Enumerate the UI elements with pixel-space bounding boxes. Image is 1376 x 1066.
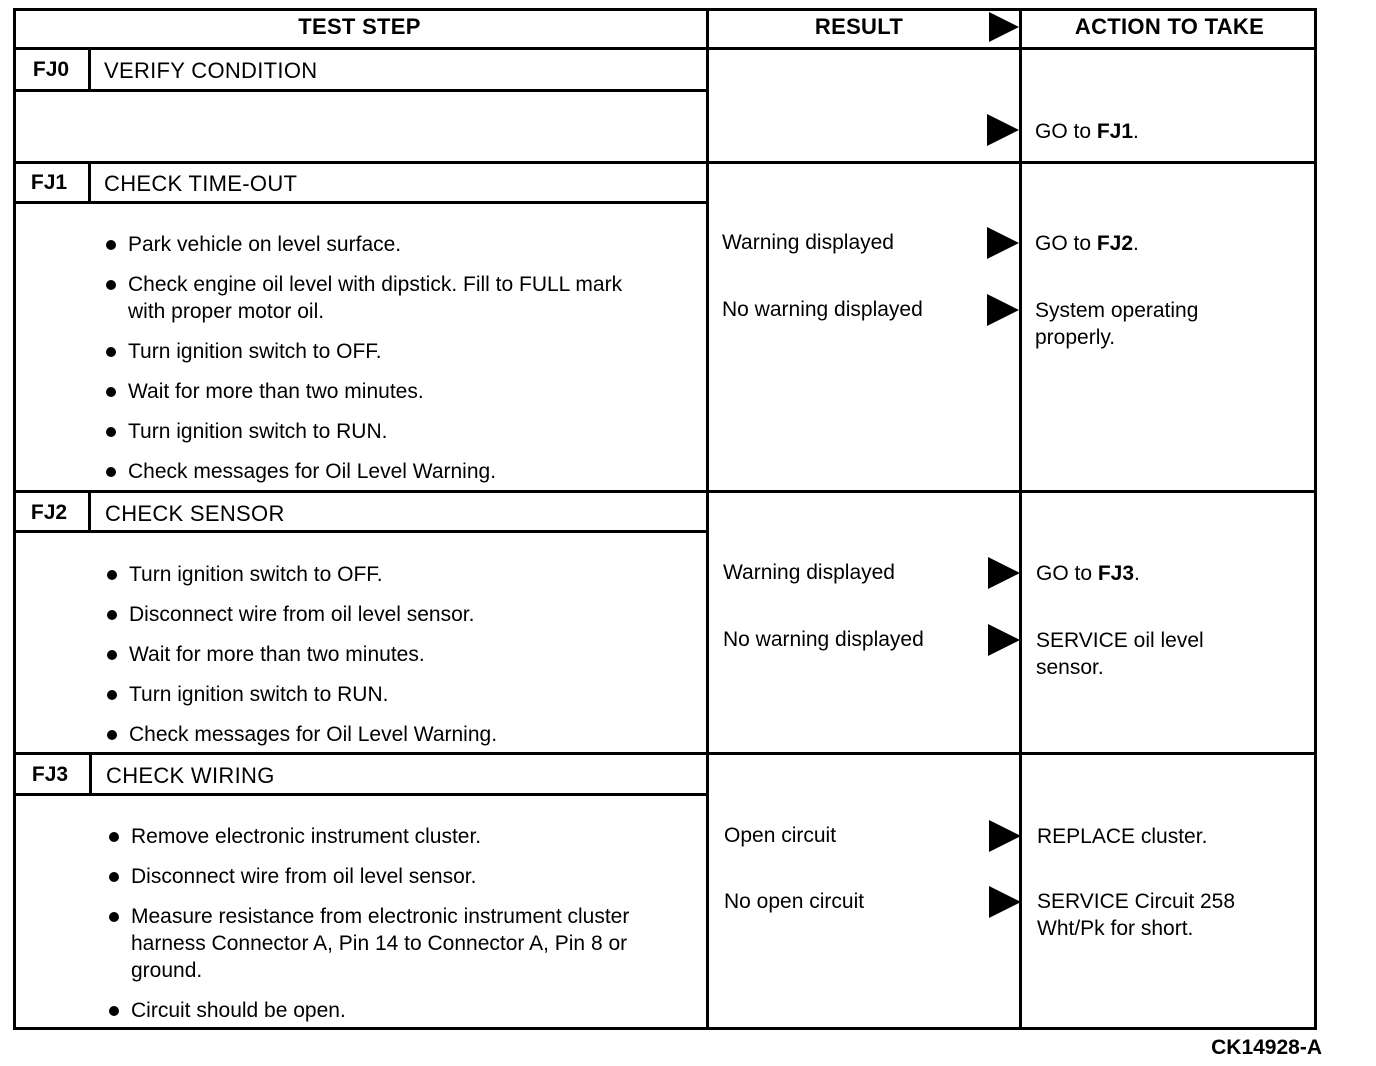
result-fj3-1: Open circuit	[724, 824, 837, 847]
step-id-fj3: FJ3	[31, 763, 69, 786]
arrow-icon	[989, 820, 1021, 852]
arrow-icon	[988, 624, 1020, 656]
step-id-fj1: FJ1	[30, 171, 68, 194]
bullet-list-fj2	[105, 561, 685, 761]
action-fj0-1: GO to FJ1.	[1035, 120, 1139, 143]
bullet-list-fj3	[107, 823, 697, 1037]
arrow-icon	[987, 227, 1019, 259]
header-arrow-icon	[989, 12, 1019, 42]
list-item: Remove electronic instrument cluster.	[107, 823, 697, 850]
list-item: Turn ignition switch to OFF.	[105, 561, 685, 588]
step-id-divider	[89, 754, 92, 794]
step-title-fj2: CHECK SENSOR	[105, 501, 285, 526]
list-item: Wait for more than two minutes.	[105, 641, 685, 668]
list-item: Check engine oil level with dipstick. Fill to FULL mark with proper motor oil.	[104, 271, 664, 325]
list-item: Disconnect wire from oil level sensor.	[105, 601, 685, 628]
row-divider	[13, 752, 1317, 755]
action-fj3-2: SERVICE Circuit 258 Wht/Pk for short.	[1037, 890, 1236, 940]
result-fj1-2: No warning displayed	[722, 298, 923, 321]
bullet-list-fj1	[104, 231, 664, 498]
list-item: Turn ignition switch to RUN.	[105, 681, 685, 708]
list-item: Disconnect wire from oil level sensor.	[107, 863, 697, 890]
step-id-divider	[88, 492, 91, 532]
result-fj3-2: No open circuit	[724, 890, 865, 913]
action-fj2-2: SERVICE oil level sensor.	[1036, 629, 1204, 679]
arrow-icon	[989, 886, 1021, 918]
step-title-underline	[13, 530, 707, 533]
list-item: Measure resistance from electronic instrument cluster harness Connector A, Pin 14 to Connector A, Pin 8 or ground.	[107, 903, 697, 984]
arrow-icon	[987, 294, 1019, 326]
header-divider	[13, 47, 1317, 50]
step-title-fj0: VERIFY CONDITION	[104, 58, 318, 83]
list-item: Check messages for Oil Level Warning.	[105, 721, 685, 748]
list-item: Circuit should be open.	[107, 997, 697, 1024]
step-id-divider	[88, 163, 91, 203]
header-action: ACTION TO TAKE	[1074, 14, 1265, 39]
header-test-step: TEST STEP	[298, 14, 421, 39]
result-fj1-1: Warning displayed	[722, 231, 894, 254]
arrow-icon	[988, 557, 1020, 589]
action-fj2-1: GO to FJ3.	[1036, 562, 1140, 585]
list-item: Turn ignition switch to OFF.	[104, 338, 664, 365]
arrow-icon	[987, 114, 1019, 146]
result-fj2-1: Warning displayed	[723, 561, 895, 584]
header-result: RESULT	[814, 14, 904, 39]
step-title-underline	[13, 793, 707, 796]
list-item: Check messages for Oil Level Warning.	[104, 458, 664, 485]
step-title-fj3: CHECK WIRING	[106, 763, 275, 788]
step-id-fj2: FJ2	[30, 501, 68, 524]
action-fj1-1: GO to FJ2.	[1035, 232, 1139, 255]
step-title-fj1: CHECK TIME-OUT	[104, 171, 298, 196]
result-fj2-2: No warning displayed	[723, 628, 924, 651]
list-item: Wait for more than two minutes.	[104, 378, 664, 405]
list-item: Turn ignition switch to RUN.	[104, 418, 664, 445]
step-title-underline	[13, 89, 707, 92]
action-fj1-2: System operating properly.	[1035, 299, 1199, 349]
step-id-fj0: FJ0	[32, 58, 70, 81]
list-item: Park vehicle on level surface.	[104, 231, 664, 258]
figure-id: CK14928-A	[1211, 1036, 1322, 1059]
row-divider	[13, 490, 1317, 493]
step-id-divider	[88, 50, 91, 90]
action-fj3-1: REPLACE cluster.	[1037, 825, 1208, 848]
row-divider	[13, 161, 1317, 164]
step-title-underline	[13, 201, 707, 204]
